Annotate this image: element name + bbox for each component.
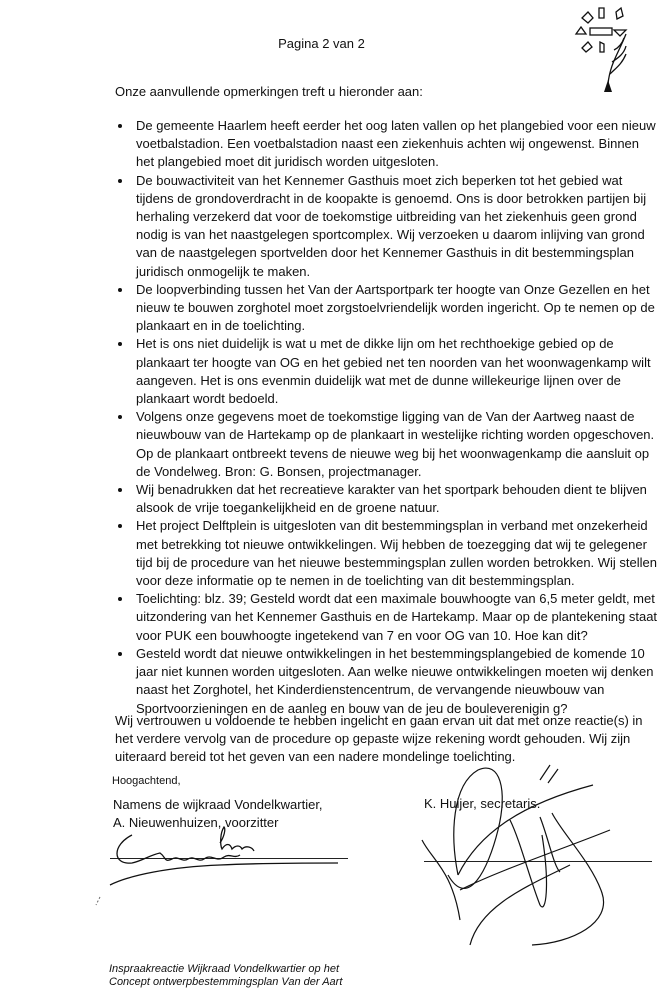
remark-item: Toelichting: blz. 39; Gesteld wordt dat een maximale bouwhoogte van 6,5 meter geldt, met uitzondering van het Kennemer Gasthuis en de Hartekamp. Maar op de plantekening staat voor PUK een bouwhoogte ingetekend van 7 en voor OG van 10. Hoe kan dit? <box>118 590 658 645</box>
remarks-list <box>118 117 658 718</box>
footer-line-2: Concept ontwerpbestemmingsplan Van der Aart <box>109 976 343 988</box>
remark-item: De gemeente Haarlem heeft eerder het oog laten vallen op het plangebied voor een nieuw voetbalstadion. Een voetbalstadion naast een ziekenhuis achten wij ongewenst. Binnen het plangebied moet dit juridisch worden uitgesloten. <box>118 117 658 172</box>
remark-item: Het project Delftplein is uitgesloten van dit bestemmingsplan in verband met onzekerheid met betrekking tot nieuwe ontwikkelingen. Wij hebben de toezegging dat wij te gelegener tijd bij de procedure van het nieuwe bestemmingsplan zullen worden betrokken. Wij stellen voor deze informatie op te nemen in de toelichting van dit bestemmingsplan. <box>118 517 658 590</box>
bullet-icon <box>118 415 122 419</box>
bullet-icon <box>118 652 122 656</box>
page-indicator: Pagina 2 van 2 <box>278 36 365 51</box>
remark-item: Wij benadrukken dat het recreatieve karakter van het sportpark behouden dient te blijven alsook de vrije toegankelijkheid en de groene natuur. <box>118 481 658 517</box>
remark-item: Het is ons niet duidelijk is wat u met de dikke lijn om het rechthoekige gebied op de plankaart ter hoogte van OG en het gebied net ten noorden van het woonwagenkamp wilt aangeven. Het is ons evenmin duidelijk wat met de dunne willekeurige lijnen over de plankaart wordt bedoeld. <box>118 335 658 408</box>
bullet-icon <box>118 597 122 601</box>
bullet-icon <box>118 124 122 128</box>
on-behalf-text: Namens de wijkraad Vondelkwartier, <box>113 797 323 812</box>
signer-right-name: K. Huijer, secretaris. <box>424 796 541 811</box>
bullet-icon <box>118 488 122 492</box>
wijkraad-tree-logo-icon <box>574 4 634 94</box>
remark-item: De bouwactiviteit van het Kennemer Gasthuis moet zich beperken tot het gebied wat tijdens de grondoverdracht in de koopakte is genoemd. Ons is door betrokken partijen bij herhaling verzekerd dat voor de toekomstige uitbreiding van het ziekenhuis geen grond nodig is van het naastgelegen sportcomplex. Wij verzoeken u daarom inlijving van grond van de naastgelegen sportvelden door het Kennemer Gasthuis in dit bestemmingsplan juridisch onmogelijk te maken. <box>118 172 658 281</box>
intro-text: Onze aanvullende opmerkingen treft u hieronder aan: <box>115 84 423 99</box>
bullet-icon <box>118 288 122 292</box>
remark-item: Volgens onze gegevens moet de toekomstige ligging van de Van der Aartweg naast de nieuwbouw van de Hartekamp op de plankaart in westelijke richting worden opgeschoven. Op de plankaart ontbreekt tevens de nieuwe weg bij het woonwagenkamp die aansluit op de Vondelweg. Bron: G. Bonsen, projectmanager. <box>118 408 658 481</box>
bullet-icon <box>118 524 122 528</box>
salutation: Hoogachtend, <box>112 775 181 787</box>
bullet-icon <box>118 179 122 183</box>
footer <box>109 963 342 989</box>
signature-left-icon <box>70 825 360 905</box>
closing-paragraph: Wij vertrouwen u voldoende te hebben ingelicht en gaan ervan uit dat met onze reactie(s) in het verdere vervolg van de procedure op gepaste wijze rekening wordt gehouden. Wij zijn uiteraard bereid tot het geven van een nadere mondelinge toelichting. <box>115 713 643 765</box>
signer-left-name: A. Nieuwenhuizen, voorzitter <box>113 815 279 830</box>
page-header <box>0 36 671 51</box>
bullet-icon <box>118 342 122 346</box>
remark-item: De loopverbinding tussen het Van der Aartsportpark ter hoogte van Onze Gezellen en het nieuw te bouwen zorghotel moet zorgstoelvriendelijk worden ingericht. Op te nemen op de plankaart en in de toelichting. <box>118 281 658 336</box>
signature-right-icon <box>400 745 671 945</box>
footer-line-1: Inspraakreactie Wijkraad Vondelkwartier op het <box>109 963 339 975</box>
remark-item: Gesteld wordt dat nieuwe ontwikkelingen in het bestemmingsplangebied de komende 10 jaar niet kunnen worden uitgesloten. Aan welke nieuwe ontwikkelingen moeten wij denken naast het Zorghotel, het Kinderdienstencentrum, de vervangende nieuwbouw van Sportvoorzieningen en de aanleg en bouw van de jeu de bouleverenigin g? <box>118 645 658 718</box>
